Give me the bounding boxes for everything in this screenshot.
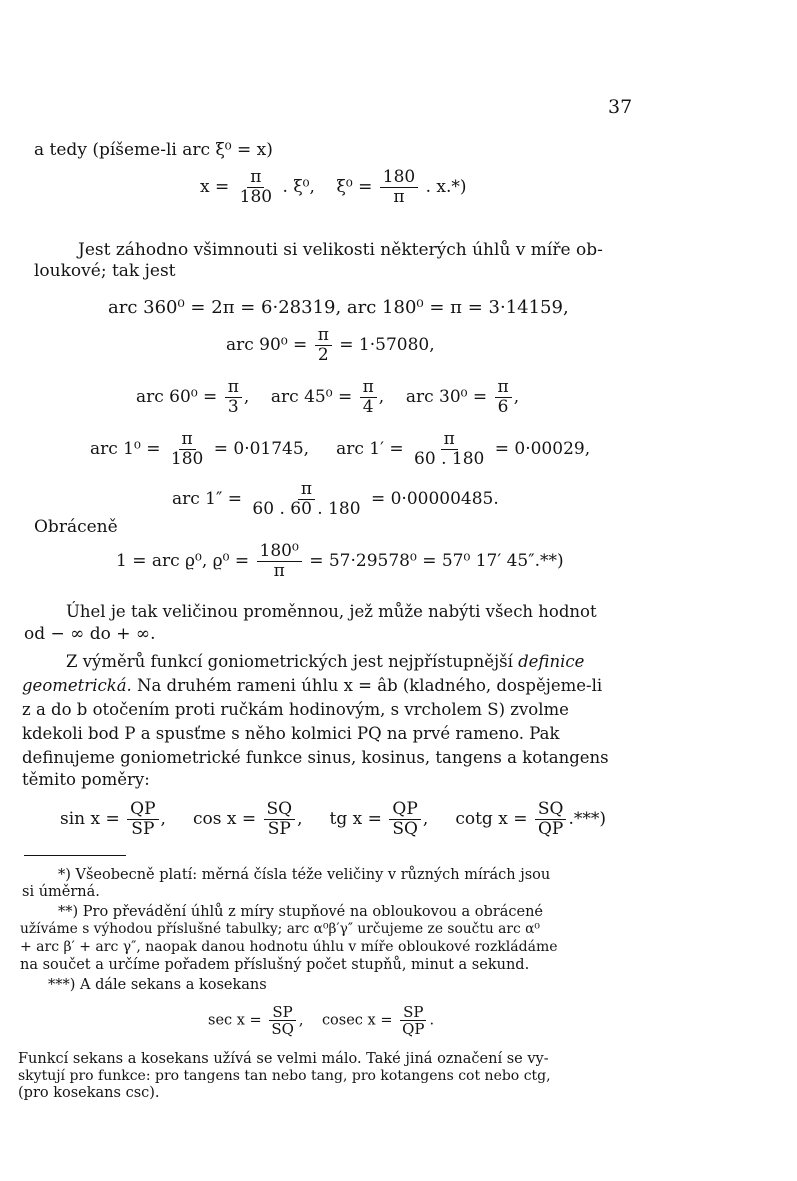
fraction-denominator: SP <box>267 819 291 839</box>
tg-fraction <box>389 800 421 839</box>
page-number: 37 <box>608 96 633 118</box>
conv-left-fraction <box>237 168 275 207</box>
intro-line: a tedy (píšeme-li arc ξ⁰ = x) <box>34 140 273 160</box>
eq-fraction <box>249 480 363 519</box>
footnote-2-line-4: na součet a určíme pořadem příslušný počet stupňů, minut a sekund. <box>20 957 530 973</box>
italic-term: geometrická. <box>22 676 132 695</box>
cotg-tail: .***) <box>568 809 606 829</box>
conversely-label: Obráceně <box>34 517 118 537</box>
cosec-fraction <box>399 1004 427 1037</box>
fraction-denominator: 180 <box>239 187 273 207</box>
fraction-denominator: SQ <box>392 819 418 839</box>
eq-rhs: = 0·01745, <box>213 439 310 459</box>
fraction-numerator: π <box>298 480 315 500</box>
eq-fraction <box>257 542 302 581</box>
fraction-denominator: 3 <box>227 397 239 417</box>
conv-right-fraction <box>380 168 418 207</box>
footnote-divider <box>24 855 126 856</box>
trig-definitions: sin x = $\frac{QP}{SP}$ , cos x = $\frac{SQ}{SP}$ , tg x = $\frac{QP}{SQ}$ , cotg x = $\frac{SQ}{QP}$ .***) <box>60 799 606 839</box>
fraction-numerator: SP <box>269 1004 295 1021</box>
fraction-numerator: π <box>247 168 264 188</box>
conv-right-lhs: ξ⁰ = <box>336 177 373 197</box>
fraction-denominator: π <box>273 561 285 581</box>
footnote-3-line-2: Funkcí sekans a kosekans užívá se velmi málo. Také jiná označení se vy- <box>18 1051 549 1067</box>
fraction-numerator: π <box>441 430 458 450</box>
fraction-numerator: SP <box>400 1004 426 1021</box>
paragraph-3-line-3: z a do b otočením proti ručkám hodinovým, s vrcholem S) zvolme <box>22 700 569 719</box>
fraction-denominator: 60 . 180 <box>414 449 485 469</box>
fraction-denominator: QP <box>537 819 564 839</box>
equation-radian <box>116 542 564 581</box>
eq-lhs: arc 1′ = <box>336 439 404 459</box>
text-span: Z výměrů funkcí goniometrických jest nejpřístupnější <box>66 652 519 671</box>
eq-lhs: 1 = arc ϱ⁰, ϱ⁰ = <box>116 551 250 571</box>
equation-arc-360-180: arc 360⁰ = 2π = 6·28319, arc 180⁰ = π = 3·14159, <box>108 297 569 318</box>
paragraph-3-line-1 <box>66 652 584 672</box>
eq-fraction <box>225 378 242 417</box>
footnote-1-line-1: *) Všeobecně platí: měrná čísla téže veličiny v různých mírách jsou <box>58 867 551 883</box>
cos-fraction <box>264 800 296 839</box>
sec-fraction <box>268 1004 297 1037</box>
fraction-denominator: QP <box>402 1020 425 1038</box>
eq-fraction <box>360 378 377 417</box>
paragraph-2-line-1: Úhel je tak veličinou proměnnou, jež může nabýti všech hodnot <box>66 602 597 621</box>
fraction-numerator: QP <box>389 800 420 820</box>
fraction-numerator: π <box>179 430 196 450</box>
footnote-3-line-3: skytují pro funkce: pro tangens tan nebo tang, pro kotangens cot nebo ctg, <box>18 1068 551 1084</box>
eq-lhs: arc 60⁰ = <box>136 387 218 407</box>
footnote-2-line-3: + arc β′ + arc γ″, naopak danou hodnotu úhlu v míře obloukové rozkládáme <box>20 939 558 955</box>
footnote-1-line-2: si úměrná. <box>22 884 100 900</box>
secant-cosecant-formula: sec x = $\frac{SP}{SQ}$ , cosec x = $\frac{SP}{QP}$ . <box>208 1003 435 1038</box>
text-span: Na druhém rameni úhlu x = âb (kladného, dospějeme-li <box>131 676 603 695</box>
paragraph-3-line-5: definujeme goniometrické funkce sinus, kosinus, tangens a kotangens <box>22 748 609 767</box>
footnote-2-line-2: užíváme s výhodou příslušné tabulky; arc α⁰β′γ″ určujeme ze součtu arc α⁰ <box>20 921 540 937</box>
eq-lhs: arc 45⁰ = <box>270 387 353 407</box>
fraction-numerator: SQ <box>535 800 567 820</box>
fraction-numerator: 180 <box>380 168 418 188</box>
fraction-denominator: 60 . 60 . 180 <box>252 499 361 519</box>
fraction-denominator: π <box>393 187 405 207</box>
eq-fraction <box>168 430 206 469</box>
sin-lhs: sin x = <box>60 809 120 829</box>
conv-left-lhs: x = <box>200 177 230 197</box>
eq-lhs: arc 90⁰ = <box>226 335 308 355</box>
paragraph-3-line-4: kdekoli bod P a spusťme s něho kolmici PQ na prvé rameno. Pak <box>22 724 560 743</box>
eq-lhs: arc 30⁰ = <box>405 387 488 407</box>
eq-fraction <box>495 378 512 417</box>
conversion-formula <box>200 168 467 207</box>
fraction-numerator: π <box>360 378 377 398</box>
fraction-numerator: SQ <box>264 800 296 820</box>
cotg-lhs: cotg x = <box>455 809 528 829</box>
eq-lhs: arc 1⁰ = <box>90 439 161 459</box>
equation-arc-90 <box>226 326 435 365</box>
footnote-2-line-1: **) Pro převádění úhlů z míry stupňové na obloukovou a obrácené <box>58 904 543 920</box>
conv-right-tail: . x.*) <box>425 177 467 197</box>
fraction-denominator: 180 <box>170 449 204 469</box>
eq-fraction <box>411 430 487 469</box>
cos-lhs: cos x = <box>192 809 257 829</box>
eq-rhs: = 57·29578⁰ = 57⁰ 17′ 45″.**) <box>309 551 564 571</box>
paragraph-1-line-2: loukové; tak jest <box>34 261 176 281</box>
italic-term: definice <box>518 652 585 671</box>
equation-arc-1-second <box>172 480 499 519</box>
paragraph-1-line-1: Jest záhodno všimnouti si velikosti některých úhlů v míře ob- <box>78 240 603 260</box>
fraction-numerator: QP <box>127 800 158 820</box>
tg-lhs: tg x = <box>329 809 382 829</box>
fraction-numerator: π <box>225 378 242 398</box>
footnote-3-line-1: ***) A dále sekans a kosekans <box>48 977 267 993</box>
cotg-fraction <box>535 800 567 839</box>
fraction-numerator: π <box>495 378 512 398</box>
eq-rhs: = 0·00029, <box>494 439 591 459</box>
cosec-lhs: cosec x = <box>321 1012 393 1029</box>
fraction-numerator: π <box>315 326 332 346</box>
sec-lhs: sec x = <box>208 1012 262 1029</box>
fraction-denominator: 6 <box>497 397 509 417</box>
eq-lhs: arc 1″ = <box>172 489 243 509</box>
paragraph-3-line-6: těmito poměry: <box>22 770 150 789</box>
conv-left-tail: . ξ⁰, <box>282 177 315 197</box>
sin-fraction <box>127 800 158 839</box>
paragraph-2-line-2: od − ∞ do + ∞. <box>24 624 156 644</box>
fraction-numerator: 180⁰ <box>257 542 302 562</box>
footnote-3-line-4: (pro kosekans csc). <box>18 1085 160 1101</box>
fraction-denominator: 2 <box>317 345 329 365</box>
equation-arc-1-degree-minute <box>90 430 590 469</box>
eq-rhs: = 1·57080, <box>339 335 435 355</box>
eq-fraction <box>315 326 332 365</box>
equation-arc-60-45-30: arc 60⁰ = $\frac{\pi}{3}$ , arc 45⁰ = $\frac{\pi}{4}$ , arc 30⁰ = $\frac{\pi}{6}$ , <box>136 377 520 417</box>
fraction-denominator: SP <box>131 819 155 839</box>
eq-rhs: = 0·00000485. <box>370 489 499 509</box>
fraction-denominator: 4 <box>362 397 374 417</box>
fraction-denominator: SQ <box>271 1020 294 1038</box>
paragraph-3-line-2 <box>22 676 602 696</box>
